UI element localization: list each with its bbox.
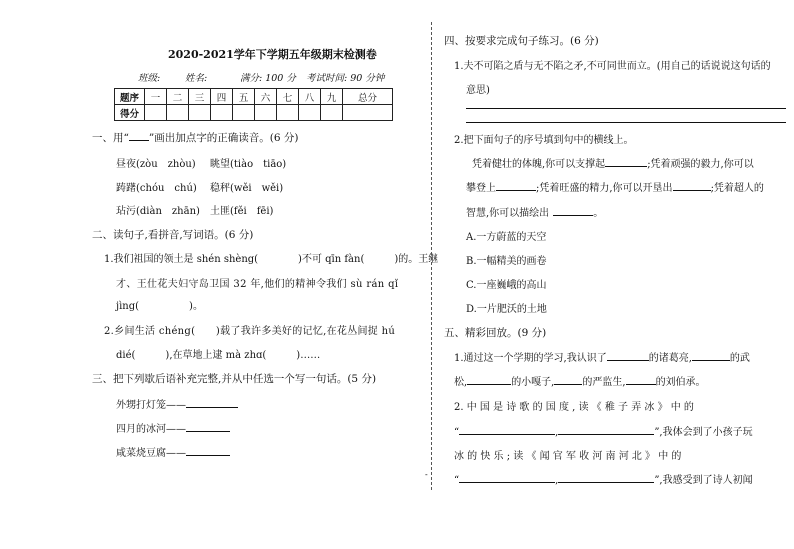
score-cell: 总分 — [343, 89, 393, 105]
score-cell: 六 — [255, 89, 277, 105]
section-5-q1-line-1 — [454, 349, 750, 364]
section-4-passage-line-1 — [472, 155, 754, 170]
class-label: 班级: — [138, 73, 161, 84]
score-input-cell[interactable] — [189, 105, 211, 121]
score-cell: 九 — [321, 89, 343, 105]
section-2-q2-line-1: 2.乡间生活 chéng( )载了我许多美好的记忆,在花丛间捉 hú — [104, 326, 396, 337]
section-4-passage-line-3 — [466, 204, 603, 219]
score-input-cell[interactable] — [145, 105, 167, 121]
score-input-cell[interactable] — [321, 105, 343, 121]
answer-blank[interactable] — [496, 181, 536, 191]
answer-blank[interactable] — [553, 206, 593, 216]
pronunciation-item[interactable]: 土匪(fěi fēi) — [210, 206, 274, 217]
pronunciation-item[interactable]: 踌躇(chóu chú) — [116, 183, 197, 194]
section-4-q1-line-2: 意思) — [466, 85, 490, 96]
answer-blank[interactable] — [186, 398, 238, 408]
idiom-text: 咸菜烧豆腐—— — [116, 448, 186, 459]
underline-sample — [129, 131, 149, 141]
pronunciation-item[interactable]: 昼夜(zòu zhòu) — [116, 159, 196, 170]
passage-text: ”,我体会到了小孩子玩 — [654, 427, 753, 438]
answer-blank[interactable] — [692, 351, 730, 361]
section-1-title-pre: 一、用“ — [92, 132, 129, 144]
answer-blank[interactable] — [558, 473, 654, 483]
exam-time-label: 考试时间: 90 分钟 — [306, 73, 385, 84]
section-4-passage-line-2 — [466, 179, 764, 194]
answer-blank[interactable] — [673, 181, 711, 191]
score-table — [114, 88, 393, 121]
section-1-title — [92, 130, 298, 145]
option-item: A.一方蔚蓝的天空 — [466, 232, 547, 243]
exam-title: 2020-2021学年下学期五年级期末检测卷 — [168, 48, 377, 61]
section-2-q1-line-1: 1.我们祖国的领土是 shén shèng( )不可 qīn fàn( )的。王继 — [104, 254, 439, 265]
option-item: B.一幅精美的画卷 — [466, 256, 547, 267]
passage-text: 。 — [593, 208, 604, 219]
score-input-cell[interactable] — [277, 105, 299, 121]
passage-text: , — [555, 475, 559, 486]
answer-blank[interactable] — [467, 375, 511, 385]
name-label: 姓名: — [185, 73, 208, 84]
section-3-title: 三、把下列歇后语补充完整,并从中任选一个写一句话。(5 分) — [92, 373, 377, 385]
section-5-q2-line-2 — [454, 423, 753, 438]
answer-blank[interactable] — [554, 375, 582, 385]
pronunciation-item[interactable]: 玷污(diàn zhān) — [116, 206, 200, 217]
section-5-q2-line-3: 冰 的 快 乐 ; 读 《 闻 官 军 收 河 南 河 北 》 中 的 — [454, 451, 682, 462]
passage-text: 1.通过这一个学期的学习,我认识了 — [454, 353, 607, 364]
passage-text: ”,我感受到了诗人初闻 — [654, 475, 753, 486]
score-input-cell[interactable] — [211, 105, 233, 121]
section-5-q1-line-2 — [454, 373, 706, 388]
section-2-q2-line-2: dié( ),在草地上逮 mà zhɑ( )…… — [116, 350, 321, 361]
score-input-cell[interactable] — [255, 105, 277, 121]
idiom-text: 外甥打灯笼—— — [116, 400, 186, 411]
passage-text: “ — [454, 427, 460, 438]
passage-text: 智慧,你可以描绘出 — [466, 208, 550, 219]
section-5-title: 五、精彩回放。(9 分) — [444, 327, 547, 339]
score-input-cell[interactable] — [299, 105, 321, 121]
pronunciation-item[interactable]: 稳秤(wěi wěi) — [210, 183, 284, 194]
score-input-cell[interactable] — [343, 105, 393, 121]
score-cell: 八 — [299, 89, 321, 105]
score-cell: 得分 — [115, 105, 145, 121]
section-4-q1-line-1: 1.夫不可陷之盾与无不陷之矛,不可同世而立。(用自己的话说说这句话的 — [454, 61, 771, 72]
passage-text: 的小嘎子, — [511, 377, 555, 388]
score-cell: 七 — [277, 89, 299, 105]
idiom-item — [116, 396, 238, 411]
idiom-item — [116, 444, 230, 459]
answer-blank[interactable] — [605, 157, 647, 167]
idiom-item — [116, 420, 230, 435]
passage-text: ;凭着旺盛的精力,你可以开垦出 — [536, 183, 673, 194]
score-input-cell[interactable] — [233, 105, 255, 121]
option-item: D.一片肥沃的土地 — [466, 304, 547, 315]
right-column — [432, 0, 794, 549]
passage-text: 的严监生, — [582, 377, 626, 388]
answer-blank[interactable] — [459, 473, 555, 483]
section-5-q2-line-4 — [454, 471, 753, 486]
passage-text: 松, — [454, 377, 468, 388]
section-2-title: 二、读句子,看拼音,写词语。(6 分) — [92, 229, 254, 241]
score-cell: 一 — [145, 89, 167, 105]
answer-blank[interactable] — [459, 425, 555, 435]
answer-blank[interactable] — [626, 375, 656, 385]
score-table-score-row — [115, 105, 393, 121]
full-score-label: 满分: 100 分 — [240, 73, 296, 84]
answer-blank[interactable] — [186, 422, 230, 432]
score-cell: 五 — [233, 89, 255, 105]
score-table-header-row — [115, 89, 393, 105]
pronunciation-item[interactable]: 眺望(tiào tiāo) — [210, 159, 287, 170]
passage-text: 的诸葛亮, — [648, 353, 692, 364]
option-item: C.一座巍峨的高山 — [466, 280, 547, 291]
score-cell: 三 — [189, 89, 211, 105]
idiom-text: 四月的冰河—— — [116, 424, 186, 435]
answer-blank[interactable] — [558, 425, 654, 435]
score-cell: 题序 — [115, 89, 145, 105]
passage-text: “ — [454, 475, 460, 486]
answer-line[interactable] — [466, 122, 786, 123]
passage-text: 的刘伯承。 — [655, 377, 706, 388]
section-2-q1-line-2: 才、王仕花夫妇守岛卫国 32 年,他们的精神令我们 sù rán qǐ — [116, 279, 399, 290]
section-1-title-post: ”画出加点字的正确读音。(6 分) — [148, 132, 299, 144]
section-4-title: 四、按要求完成句子练习。(6 分) — [444, 35, 599, 47]
passage-text: , — [555, 427, 559, 438]
answer-blank[interactable] — [607, 351, 649, 361]
footer-mark: - — [425, 470, 428, 479]
passage-text: 攀登上 — [466, 183, 496, 194]
score-input-cell[interactable] — [167, 105, 189, 121]
section-2-q1-line-3: jìng( )。 — [116, 301, 203, 312]
passage-text: 凭着健壮的体魄,你可以支撑起 — [472, 159, 606, 170]
score-cell: 四 — [211, 89, 233, 105]
section-5-q2-line-1: 2. 中 国 是 诗 歌 的 国 度 , 读 《 稚 子 弄 冰 》 中 的 — [454, 402, 694, 413]
passage-text: ;凭着超人的 — [710, 183, 764, 194]
passage-text: 的武 — [729, 353, 750, 364]
section-4-q2-title: 2.把下面句子的序号填到句中的横线上。 — [454, 135, 634, 146]
passage-text: ;凭着顽强的毅力,你可以 — [647, 159, 754, 170]
score-cell: 二 — [167, 89, 189, 105]
answer-line[interactable] — [466, 108, 786, 109]
answer-blank[interactable] — [186, 446, 230, 456]
